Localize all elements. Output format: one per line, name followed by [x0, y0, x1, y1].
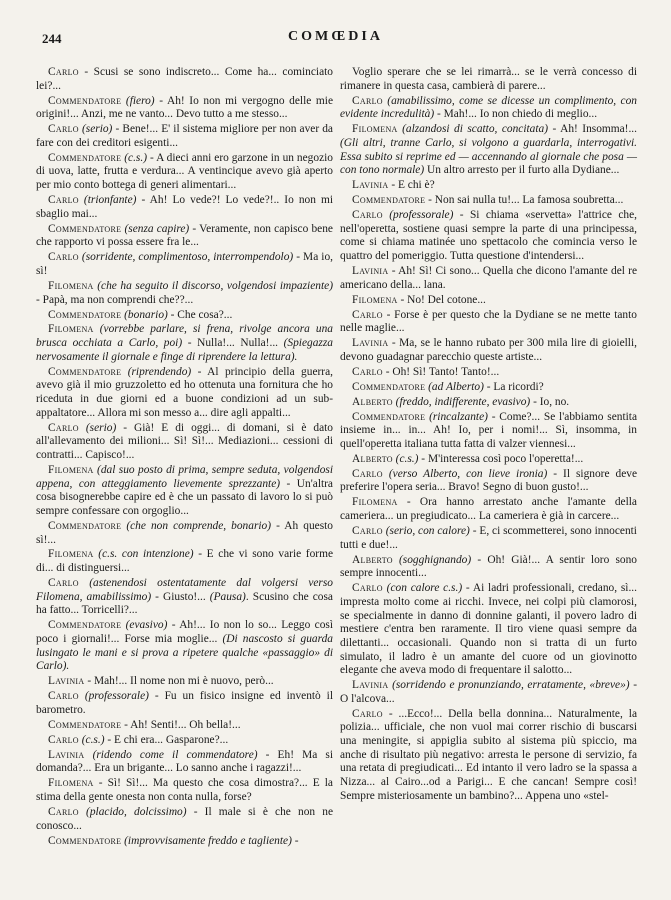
dialogue-text: - Già! E di oggi... di domani, si è dato all'allevamento dei milioni... Sì! Sì!... Mediazioni... cessioni di contratti... Capisco!...	[36, 421, 333, 461]
speaker-name: Commendatore	[48, 365, 122, 378]
speaker-name: Carlo	[352, 308, 383, 321]
dialogue-paragraph	[36, 734, 333, 748]
dialogue-paragraph	[340, 294, 637, 308]
dialogue-paragraph	[36, 422, 333, 463]
stage-direction: (sorridendo e pronunziando, erratamente, «breve»)	[392, 679, 630, 692]
dialogue-paragraph	[340, 123, 637, 178]
dialogue-paragraph	[340, 582, 637, 678]
dialogue-paragraph	[340, 337, 637, 364]
speaker-name: Commendatore	[48, 834, 122, 847]
stage-direction: (dal suo posto di prima, sempre seduta, volgendosi appena, con atteggiamento lievemente sprezzante)	[36, 463, 333, 490]
stage-direction: (ad Alberto)	[428, 380, 484, 393]
dialogue-text	[79, 806, 86, 818]
dialogue-paragraph	[340, 468, 637, 495]
dialogue-text: - Non sai nulla tu!... La famosa soubretta...	[425, 194, 624, 207]
dialogue-paragraph	[36, 806, 333, 833]
dialogue-text: - Papà, ma non comprendi che??...	[36, 293, 194, 306]
stage-direction: (fiero)	[125, 94, 155, 107]
dialogue-paragraph	[36, 194, 333, 221]
dialogue-text: - Oh! Già!... A sentir loro sono sempre innocenti...	[340, 553, 637, 580]
dialogue-paragraph	[36, 123, 333, 150]
dialogue-text: - Ai ladri professionali, credano, sì... impresta molto come ai ricchi. Invece, nei colpi più clamorosi, se specialmente in danno di donnine galanti, il povero ladro di mestiere c'entra ben raramente. Il tiro viene quasi sempre da dilettanti... occasionali. Quando non si tratta di un furto simulato, il ladro è un amante del cuore od un giovinotto elegante che aveva modo di frequentare il salotto...	[340, 582, 637, 677]
stage-direction: (con calore c.s.)	[386, 582, 463, 595]
dialogue-paragraph	[340, 95, 637, 122]
stage-direction: (c.s.)	[124, 151, 148, 164]
stage-direction: (ridendo come il commendatore)	[92, 748, 258, 761]
speaker-name: Filomena	[48, 323, 94, 336]
stage-direction: (freddo, indifferente, evasivo)	[395, 395, 531, 408]
speaker-name: Alberto	[352, 452, 393, 465]
dialogue-text: - Io, no.	[530, 395, 570, 408]
stage-direction: (verso Alberto, con lieve ironia)	[388, 467, 548, 480]
dialogue-paragraph	[340, 679, 637, 706]
dialogue-text: - Giusto!...	[151, 590, 210, 603]
dialogue-paragraph	[36, 366, 333, 421]
dialogue-paragraph	[340, 708, 637, 804]
dialogue-paragraph	[340, 525, 637, 552]
speaker-name: Carlo	[352, 467, 383, 480]
dialogue-paragraph	[36, 66, 333, 93]
dialogue-text: - ...Ecco!... Della bella donnina... Naturalmente, la polizia... ufficiale, che non vuol mai correr rischio di buscarsi una meningite, si appiglia subito al sistema più spiccio, ma anche di risultato più negativo: arresta le persone di servizio, fa una retata di pregiudicati... Ed intanto il vero ladro se la spassa a Nizza... al Cairo...od a Parigi... E che cancan! Sempre così! Sempre misteriosamente un bambino?... Appena uno «stel-	[340, 707, 637, 802]
stage-direction: (vorrebbe parlare, si frena, rivolge ancora una brusca occhiata a Carlo, poi)	[36, 323, 333, 350]
dialogue-text: - Mah!... Io non chiedo di meglio...	[434, 108, 598, 121]
stage-direction: (evasivo)	[125, 619, 168, 632]
dialogue-paragraph	[340, 496, 637, 523]
dialogue-text: - La ricordi?	[483, 380, 544, 393]
speaker-name: Lavinia	[48, 675, 85, 688]
speaker-name: Filomena	[48, 548, 94, 561]
speaker-name: Filomena	[48, 463, 94, 476]
dialogue-paragraph	[340, 396, 637, 410]
stage-direction: (che ha seguito il discorso, volgendosi impaziente)	[97, 279, 333, 292]
dialogue-paragraph	[36, 280, 333, 307]
stage-direction: (amabilissimo, come se dicesse un complimento, con evidente incredulità)	[340, 94, 637, 121]
speaker-name: Commendatore	[48, 308, 122, 321]
stage-direction: (serio)	[81, 123, 113, 136]
speaker-name: Filomena	[352, 496, 398, 509]
speaker-name: Commendatore	[48, 619, 122, 632]
dialogue-text: - Un'altra cosa bisognerebbe capire ed è che un passato di lavoro lo si può sempre confessare con orgoglio...	[36, 477, 333, 517]
dialogue-paragraph	[36, 835, 333, 849]
speaker-name: Lavinia	[352, 337, 389, 350]
speaker-name: Carlo	[48, 805, 79, 818]
dialogue-text: - Il male si è che non ne conosco...	[36, 805, 333, 832]
stage-direction: (serio, con calore)	[385, 525, 470, 538]
dialogue-text: -	[291, 834, 299, 847]
dialogue-text: - Ah! Sì! Ci sono... Quella che dicono l'amante del re americano della... lana.	[340, 264, 637, 291]
speaker-name: Carlo	[352, 582, 383, 595]
speaker-name: Carlo	[352, 209, 383, 222]
stage-direction: (placido, dolcissimo)	[86, 805, 187, 818]
speaker-name: Commendatore	[48, 718, 122, 731]
dialogue-text: - E, ci scommetterei, sono innocenti tutti e due!...	[340, 525, 637, 551]
page-number: 244	[42, 31, 62, 46]
stage-direction: (astenendosi ostentatamente dal volgersi verso Filomena, amabilissimo)	[36, 577, 333, 603]
dialogue-text: - Al principio della guerra, avevo già il mio gruzzoletto ed ho ottenuta una fornitura che ho riceduta in due giorni ed a buone condizioni ad un sub-appaltatore... Allora mi son messo a... dire agli appalti...	[36, 365, 333, 419]
dialogue-text: - Oh! Sì! Tanto! Tanto!...	[382, 365, 500, 378]
dialogue-text: - Eh! Ma si domanda?... Era un brigante... Lo sanno anche i ragazzi!...	[36, 748, 333, 775]
dialogue-text: - Fu un fisico insigne ed inventò il barometro.	[36, 690, 334, 716]
dialogue-text: - Ah questo sì!...	[36, 519, 333, 546]
speaker-name: Carlo	[48, 733, 79, 746]
dialogue-paragraph	[36, 520, 333, 547]
dialogue-text: - Ah! Lo vede?! Lo vede?!.. Io non mi sbaglio mai...	[36, 194, 333, 220]
stage-direction: (serio)	[85, 421, 117, 434]
dialogue-paragraph	[340, 381, 637, 395]
speaker-name: Carlo	[352, 525, 383, 538]
dialogue-text: - E che vi sono varie forme di... di distinguersi...	[36, 548, 333, 575]
stage-direction: (che non comprende, bonario)	[126, 519, 272, 532]
dialogue-paragraph	[36, 548, 333, 575]
speaker-name: Alberto	[352, 553, 393, 566]
speaker-name: Filomena	[48, 279, 94, 292]
dialogue-text: - No! Del cotone...	[397, 293, 486, 306]
dialogue-paragraph	[340, 309, 637, 336]
dialogue-text: - Bene!... E' il sistema migliore per non aver da fare con dei creditori esigenti...	[36, 123, 333, 149]
dialogue-paragraph	[36, 223, 333, 250]
dialogue-text: - Ah!... Io non lo so... Leggo così poco i giornali!... Forse mia moglie...	[36, 619, 333, 645]
dialogue-paragraph	[36, 690, 333, 717]
dialogue-paragraph	[36, 152, 333, 193]
speaker-name: Lavinia	[352, 264, 389, 277]
dialogue-paragraph	[36, 309, 333, 323]
speaker-name: Filomena	[48, 777, 94, 790]
stage-direction: (sorridente, complimentoso, interrompendolo)	[81, 251, 294, 264]
stage-direction: (Spiegazza nervosamente il giornale e finge di riprendere la lettura).	[36, 337, 333, 363]
dialogue-text: - E chi è?	[388, 179, 435, 192]
dialogue-text: - Ma, se le hanno rubato per 300 mila lire di gioielli, devono guadagnar parecchio queste artiste...	[340, 337, 637, 363]
stage-direction: (professorale)	[389, 209, 454, 222]
left-column	[36, 66, 333, 850]
dialogue-paragraph	[36, 323, 333, 364]
dialogue-text: - O l'alcova...	[340, 679, 637, 705]
dialogue-text	[79, 577, 89, 589]
dialogue-text: . Scusino che cosa ha fatto... Torricelli?...	[36, 590, 333, 617]
speaker-name: Alberto	[352, 395, 393, 408]
stage-direction: (c.s. con intenzione)	[98, 548, 194, 561]
dialogue-paragraph	[36, 464, 333, 519]
dialogue-paragraph	[36, 719, 333, 733]
dialogue-paragraph	[340, 453, 637, 467]
speaker-name: Carlo	[48, 577, 79, 590]
speaker-name: Carlo	[48, 66, 79, 78]
dialogue-paragraph	[36, 251, 333, 278]
dialogue-text: - Che cosa?...	[167, 308, 233, 321]
dialogue-text: - Ma io, sì!	[36, 251, 333, 277]
dialogue-text: - E chi era... Gasparone?...	[104, 733, 229, 746]
dialogue-paragraph	[340, 265, 637, 292]
speaker-name: Carlo	[48, 421, 79, 434]
dialogue-text: - Veramente, non capisco bene che rapporto vi possa essere fra le...	[36, 222, 333, 249]
dialogue-paragraph	[340, 366, 637, 380]
dialogue-text: - A dieci anni ero garzone in un negozio di uova, latte, frutta e verdura... A ventincique avevo già aperto per mio conto bottega di generi alimentari...	[36, 151, 333, 192]
speaker-name: Commendatore	[48, 222, 122, 235]
stage-direction: (alzandosi di scatto, concitata)	[402, 123, 549, 136]
dialogue-text: - Nulla!... Nulla!...	[182, 337, 284, 350]
dialogue-text: - Ah! Io non mi vergogno delle mie origini!... Anzi, me ne vanto... Devo tutto a me stesso...	[36, 94, 333, 121]
dialogue-text: - Si chiama «servetta» l'attrice che, nell'operetta, sostiene quasi sempre la parte di una principessa, come si chiama matinée uno spettacolo che comincia verso le quattro del pomeriggio. Tutta questione d'intendersi...	[340, 209, 637, 263]
speaker-name: Carlo	[352, 365, 383, 378]
stage-direction: (riprendendo)	[127, 365, 192, 378]
speaker-name: Carlo	[48, 194, 79, 207]
dialogue-text: - Ah! Senti!... Oh bella!...	[121, 718, 241, 731]
speaker-name: Commendatore	[48, 519, 122, 532]
speaker-name: Carlo	[352, 94, 383, 107]
speaker-name: Commendatore	[48, 94, 122, 107]
dialogue-paragraph	[36, 577, 333, 618]
dialogue-paragraph	[36, 777, 333, 804]
dialogue-text: - Mah!... Il nome non mi è nuovo, però...	[84, 675, 274, 688]
stage-direction: (Pausa)	[209, 590, 246, 603]
speaker-name: Lavinia	[352, 679, 389, 692]
dialogue-text: - Forse è per questo che la Dydiane se ne mette tanto nelle maglie...	[340, 308, 637, 335]
dialogue-text: - Ora hanno arrestato anche l'amante della cameriera... un pregiudicato... La cameriera è già in carcere...	[340, 496, 637, 523]
dialogue-paragraph	[340, 554, 637, 581]
dialogue-text: - Ah! Insomma!...	[548, 123, 638, 136]
dialogue-paragraph	[36, 749, 333, 776]
stage-direction: (bonario)	[124, 308, 168, 321]
stage-direction: (sogghignando)	[399, 553, 472, 566]
dialogue-text: - Sì! Sì!... Ma questo che cosa dimostra?... E la stima della gente onesta non conta nulla, forse?	[36, 777, 333, 803]
speaker-name: Carlo	[48, 251, 79, 264]
dialogue-paragraph	[340, 66, 637, 93]
stage-direction: (improvvisamente freddo e tagliente)	[124, 834, 292, 847]
stage-direction: (c.s.)	[395, 452, 419, 465]
stage-direction: (professorale)	[84, 690, 149, 703]
dialogue-paragraph	[340, 179, 637, 193]
speaker-name: Commendatore	[352, 194, 426, 207]
dialogue-paragraph	[340, 194, 637, 208]
stage-direction: (senza capire)	[124, 222, 190, 235]
speaker-name: Carlo	[48, 123, 79, 136]
dialogue-paragraph	[36, 675, 333, 689]
stage-direction: (Gli altri, tranne Carlo, si volgono a guardarla, interrogativi. Essa subito si reprime ed — accennando al giornale che posa — con tono normale)	[340, 136, 637, 177]
speaker-name: Carlo	[352, 707, 383, 720]
dialogue-text: - M'interessa così poco l'operetta!...	[418, 452, 584, 465]
stage-direction: (Di nascosto si guarda lusingato le mani e si prova a ripetere qualche «passaggio» di Carlo).	[36, 633, 333, 673]
speaker-name: Filomena	[352, 123, 398, 136]
speaker-name: Commendatore	[48, 151, 122, 164]
dialogue-text: - Scusi se sono indiscreto... Come ha... cominciato lei?...	[36, 66, 333, 92]
dialogue-paragraph	[36, 95, 333, 122]
speaker-name: Commendatore	[352, 380, 426, 393]
stage-direction: (trionfante)	[83, 194, 137, 207]
dialogue-paragraph	[340, 411, 637, 452]
speaker-name: Carlo	[48, 690, 79, 703]
dialogue-text	[84, 749, 92, 761]
stage-direction: (rincalzante)	[429, 410, 488, 423]
running-head: COMŒDIA	[288, 29, 383, 44]
dialogue-text: - Come?... Se l'abbiamo sentita insieme in... in... Ah! Io, per i nomi!... Sì, insomma, in quell'operetta italiana tutta fatta di valzer viennesi...	[340, 410, 637, 450]
dialogue-text: - Il signore deve preferire l'opera seria... Bravo! Segno di buon gusto!...	[340, 467, 637, 494]
dialogue-paragraph	[340, 209, 637, 264]
speaker-name: Filomena	[352, 293, 398, 306]
dialogue-text: Voglio sperare che se lei rimarrà... se le verrà concesso di rimanere in questa casa, cambierà di parere...	[340, 66, 637, 92]
dialogue-text	[79, 422, 86, 434]
speaker-name: Lavinia	[352, 179, 389, 192]
speaker-name: Commendatore	[352, 410, 426, 423]
dialogue-text: Un altro arresto per il furto alla Dydiane...	[424, 164, 620, 177]
stage-direction: (c.s.)	[81, 733, 105, 746]
speaker-name: Lavinia	[48, 748, 85, 761]
right-column	[340, 66, 637, 805]
dialogue-paragraph	[36, 619, 333, 674]
